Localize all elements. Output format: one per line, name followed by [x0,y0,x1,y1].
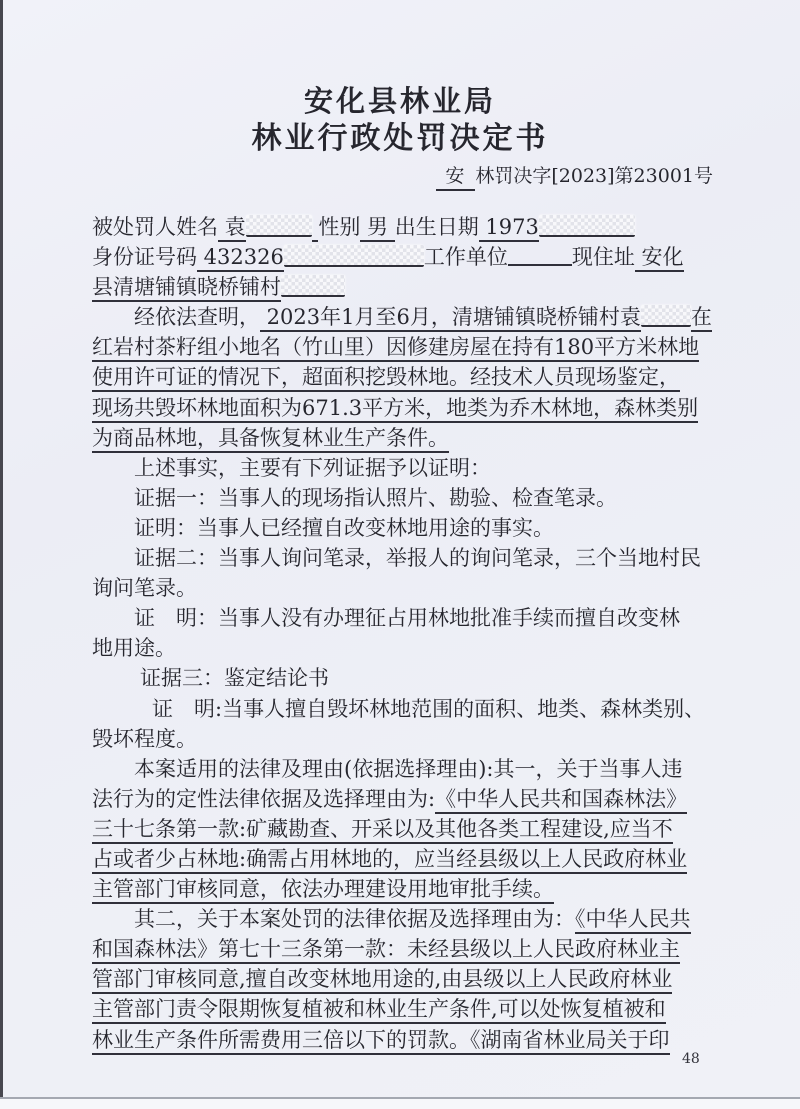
text-segment: 上述事实，主要有下列证据予以证明： [134,455,491,480]
text-segment: 法行为的定性法律依据及选择理由为: [92,786,436,811]
text-segment: 1973 [479,215,539,242]
text-segment: 占或者少占林地:确需占用林地的，应当经县级以上人民政府林业 [92,847,687,874]
text-line [92,362,714,392]
text-line [92,212,714,242]
text-segment: 身份证号码 [92,245,197,270]
text-line [92,603,714,633]
text-segment: 为商品林地，具备恢复林业生产条件。 [92,426,449,453]
text-line [92,332,714,362]
document-number [436,163,713,189]
redaction-blur [539,215,635,237]
redaction-blur [281,275,345,297]
text-segment: 证明：当事人已经擅自改变林地用途的事实。 [134,515,554,540]
text-line [92,513,714,543]
text-segment: 使用许可证的情况下，超面积挖毁林地。经技术人员现场鉴定， [92,365,680,392]
text-segment: 主管部门审核同意，依法办理建设用地审批手续。 [92,877,554,904]
redaction-blur [641,305,691,327]
text-segment: 证 明:当事人擅自毁坏林地范围的面积、地类、森林类别、 [152,696,706,721]
text-segment: 县清塘铺镇晓桥铺村 [92,275,281,302]
text-segment: 2023年1月至6月，清塘铺镇晓桥铺村袁 [260,305,641,332]
text-segment: 工作单位 [423,245,508,270]
document-header [0,84,800,157]
scanner-bed-strip [0,1099,800,1109]
text-segment: 询问笔录。 [92,576,197,601]
text-line [92,754,714,784]
document-subtitle: 林业行政处罚决定书 [251,121,549,156]
redaction-blur [246,215,312,237]
text-line [92,663,714,693]
text-segment: 《中华人民共和国森林法》 [435,787,687,814]
text-segment: 安化 [635,245,684,272]
redaction-blur [284,245,424,267]
text-segment: 出生日期 [394,215,479,239]
text-segment: 本案适用的法律及理由(依据选择理由):其一，关于当事人违 [134,756,683,781]
text-line [92,242,714,272]
text-segment: 《中华人民共 [575,907,691,934]
text-segment: 三十七条第一款:矿藏勘查、开采以及其他各类工程建设,应当不 [92,817,673,844]
text-segment: 林业生产条件所需费用三倍以下的罚款。《湖南省林业局关于印 [92,1028,670,1055]
text-line [92,483,714,513]
text-line [92,694,714,724]
text-segment: 男 [360,215,394,242]
text-line [92,844,714,874]
text-segment: 性别 [318,215,361,239]
text-segment: 红岩村茶籽组小地名（竹山里）因修建房屋在持有180平方米林地 [92,335,699,362]
text-segment: 现场共毁坏林地面积为671.3平方米，地类为乔木林地，森林类别 [92,396,698,423]
document-body [92,212,714,1055]
text-segment: 在 [691,305,712,332]
text-line [92,784,714,814]
scan-left-edge [0,0,3,1099]
text-line [92,393,714,423]
text-line [92,453,714,483]
page-number: 48 [682,1051,700,1067]
text-segment: 现住址 [571,245,635,270]
text-line [92,633,714,663]
text-line [92,423,714,453]
text-line [92,543,714,573]
text-segment [508,245,572,266]
text-segment: 经依法查明， [134,305,260,330]
text-segment: 地用途。 [92,636,176,661]
text-line [92,272,714,302]
text-segment: 证据一：当事人的现场指认照片、勘验、检查笔录。 [134,485,617,510]
text-segment: 被处罚人姓名 [92,215,218,239]
text-line [92,724,714,754]
text-segment: 432326 [197,245,284,272]
text-line [92,814,714,844]
text-line [92,994,714,1024]
text-line [92,904,714,934]
document-number-org: 安 [436,165,475,191]
text-segment: 证据二：当事人询问笔录，举报人的询问笔录，三个当地村民 [134,546,701,571]
text-segment: 主管部门责令限期恢复植被和林业生产条件,可以处恢复植被和 [92,997,666,1024]
text-segment: 管部门审核同意,擅自改变林地用途的,由县级以上人民政府林业 [92,967,672,994]
text-segment: 证 明：当事人没有办理征占用林地批准手续而擅自改变林 [134,606,680,631]
text-line [92,934,714,964]
text-line [92,874,714,904]
text-segment: 袁 [218,215,246,242]
text-line [92,964,714,994]
text-segment: 毁坏程度。 [92,726,197,751]
text-segment: 其二，关于本案处罚的法律依据及选择理由为： [134,907,575,932]
text-segment: 和国森林法》第七十三条第一款：未经县级以上人民政府林业主 [92,937,680,964]
document-number-text: 林罚决字[2023]第23001号 [475,165,713,187]
text-line [92,1025,714,1055]
document-title: 安化县林业局 [303,84,496,118]
text-segment: 证据三：鉴定结论书 [140,666,329,691]
text-line [92,302,714,332]
text-line [92,573,714,603]
